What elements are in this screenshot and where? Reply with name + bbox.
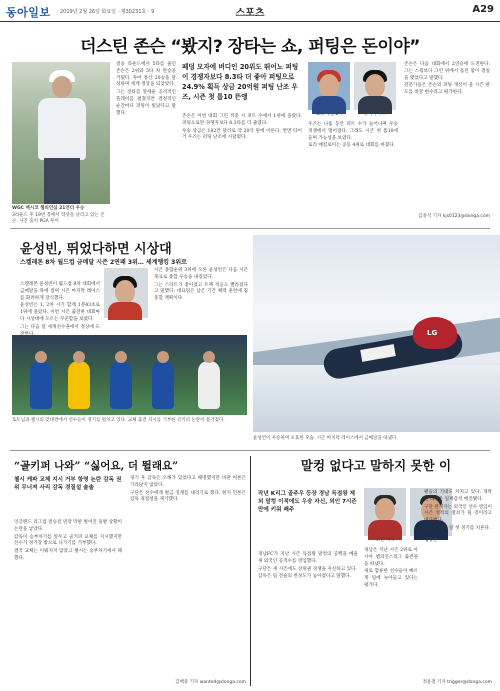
paragraph: 구단은 선수에게 벌금 징계를 내리기로 했다. 현지 언론은 감독 경질설을 제기했다. bbox=[130, 490, 246, 503]
kleague-col3 bbox=[424, 490, 492, 676]
mcilroy-headshot bbox=[308, 62, 350, 110]
paragraph: 결국 교체는 이뤄지지 않았고 첼시는 승부차기에서 패했다. bbox=[14, 549, 122, 561]
paragraph: 잉글랜드 리그컵 결승전 연장 막판 벌어진 돌발 상황이 논란을 낳았다. bbox=[14, 520, 122, 532]
paragraph: 그는 스타트가 좋아졌고 트랙 적응도 빨라졌다고 말했다. 대표팀은 남은 기간 체력 훈련에 집중할 계획이다. bbox=[154, 282, 248, 302]
paragraph: 윤성빈은 1, 2차 시기 합계 1분43초로 1위에 올랐다. 이번 시즌 출전한 대회마다 시상대에 오르는 꾸준함을 보였다. bbox=[20, 303, 100, 322]
headshot-label: 타이거 우즈 bbox=[363, 112, 387, 117]
paragraph: 시즌 종합순위 3위에 오른 윤성빈은 다음 시즌 목표로 종합 우승을 내걸었다. bbox=[154, 268, 248, 280]
kleague-col2 bbox=[364, 548, 418, 684]
paragraph: 존슨은 이번 대회 그린 적중 시 퍼트 수에서 1위에 올랐다. 퍼팅으로만 경쟁자보다 8.3타를 더 줄였다. bbox=[182, 114, 302, 126]
woods-headshot bbox=[354, 62, 396, 110]
skeleton-photo-caption: 윤성빈이 우승하며 포효한 모습. 시즌 마지막 레이스에서 금메달을 따냈다. bbox=[253, 436, 398, 441]
kleague-headline: 말컹 없다고 말하지 못한 이 bbox=[300, 458, 452, 473]
skeleton-headline: 윤성빈, 뛰었다하면 시상대 bbox=[20, 242, 172, 257]
paragraph: 우승 상금은 182만 달러로 약 20억 원에 이른다. 반면 타이거 우즈는 퍼팅 난조에 시달렸다. bbox=[182, 128, 302, 141]
section-divider bbox=[10, 450, 490, 451]
soccer-photo-caption: 토트넘과 첼시의 맞대결에서 선수들이 경기를 펼치고 있다. 교체 출전 지시를 거부한 골키퍼 논란이 불거졌다. bbox=[12, 418, 225, 423]
player-photo-1 bbox=[364, 488, 406, 536]
player-label: 조던 머치 bbox=[375, 538, 395, 543]
kleague-lead: 작년 K리그 골주우 등장 경남 득점왕 제외 말컹 이적에도 우승 자신, 외인 7시즌 만에 키워 쾌주 bbox=[258, 491, 357, 513]
soccer-byline: 김배중 기자 wanted@donga.com bbox=[175, 680, 246, 685]
skeleton-subhead: 스켈레톤 8차 월드컵 금메달 시즌 2연패 3위… 세계랭킹 3위로 bbox=[20, 259, 187, 266]
paragraph: 감독이 승부차기를 앞두고 골키퍼 교체를 지시했지만 선수가 경기장 밖으로 나가기를 거부했다. bbox=[14, 534, 122, 547]
top-story-col3 bbox=[308, 122, 398, 222]
player-label: 김승준 bbox=[424, 538, 438, 543]
paragraph: 경남은 지난 시즌 2위로 아시아 챔피언스리그 출전권을 따냈다. bbox=[364, 548, 418, 567]
top-story-col4 bbox=[404, 62, 490, 212]
masthead bbox=[0, 0, 500, 22]
kleague-col1 bbox=[258, 552, 358, 684]
paragraph: 전문가들은 존슨의 퍼팅 개선이 올 시즌 판도를 바꿀 변수라고 평가한다. bbox=[404, 83, 490, 96]
golfer-photo bbox=[12, 62, 110, 204]
skeleton-body bbox=[20, 282, 100, 332]
paragraph: 구단은 새 시즌에도 상위권 경쟁을 자신하고 있다. bbox=[258, 566, 357, 572]
paragraph: 스켈레톤 윤성빈이 월드컵 8차 대회에서 금메달을 목에 걸며 시즌 마지막 레이스를 화려하게 장식했다. bbox=[20, 282, 100, 301]
yun-sungbin-headshot bbox=[104, 268, 148, 318]
headshot-label: 로리 매킬로이 bbox=[315, 112, 343, 117]
golf-photo-caption: WGC 멕시코 챔피언십 21언더 우승 bbox=[12, 206, 85, 211]
paragraph: 구단 관계자는 외국인 선수 영입이 시즌 성적의 열쇠가 될 것이라고 내다봤다. bbox=[424, 504, 492, 524]
paragraph: 로리 매킬로이는 공동 4위로 대회를 마쳤다. bbox=[308, 143, 396, 149]
paragraph: 우즈는 나흘 동안 퍼트 수가 늘어나며 우승 경쟁에서 멀어졌다. 그래도 시즌 첫 톱10에 들며 가능성을 보였다. bbox=[308, 122, 398, 141]
paragraph: 존슨은 다음 대회에서 2연승에 도전한다. 그는 스윙보다 그린 위에서 흘린 땀이 결실을 맺었다고 말했다. bbox=[404, 62, 490, 81]
top-story-col1 bbox=[116, 62, 176, 222]
paragraph: 감독은 팀 전술의 완성도가 높아졌다고 말했다. bbox=[258, 574, 352, 580]
paragraph: 그는 장타를 앞세운 공격적인 플레이를 펼쳤지만 결정적인 순간마다 퍼팅이 빛났다고 말했다. bbox=[116, 90, 176, 116]
paragraph: 경남FC가 지난 시즌 득점왕 말컹의 공백을 메울 새 외국인 공격수를 영입했다. bbox=[258, 552, 358, 564]
soccer-photo bbox=[12, 335, 247, 415]
soccer-col2 bbox=[130, 476, 246, 676]
newspaper-logo: 동아일보 bbox=[6, 6, 51, 19]
paragraph: 그는 다음 달 세계선수권에서 정상에 도 bbox=[20, 324, 100, 330]
section-title: 스포츠 bbox=[235, 8, 265, 19]
top-headline: 더스틴 존슨 “봤지? 장타는 쇼, 퍼팅은 돈이야” bbox=[80, 37, 420, 57]
paragraph: 새로 합류한 선수들이 빠르게 팀에 녹아들고 있다는 평가다. bbox=[364, 569, 418, 588]
soccer-headline: “골키퍼 나와” “싫어요, 더 뛸래요” bbox=[14, 460, 179, 472]
golf-byline: 김종석 기자 kjs0123@donga.com bbox=[418, 214, 490, 219]
column-rule bbox=[250, 456, 251, 686]
paragraph: 경기 후 감독은 오해가 있었다고 해명했지만 비판 여론은 가라앉지 않았다. bbox=[130, 476, 246, 488]
paragraph: 경남은 다음 달 첫 경기를 치른다. bbox=[424, 525, 491, 531]
soccer-lead: 첼시 케파 교체 지시 거부 항명 논란 감독 권위 무너져 사리 감독 경질설 솔솔 bbox=[14, 477, 122, 491]
paragraph: 결승 라운드에서 5타를 줄인 존슨은 2위와 5타 차 완승을 거뒀다. 투어 통산 20승을 달성하며 세계 정상을 되찾았다. bbox=[116, 62, 176, 88]
paragraph: 팬들의 기대도 커지고 있다. 개막전 티켓은 일찌감치 매진됐다. bbox=[424, 490, 492, 502]
golf-sub-headline: 페덩 모자에 버디인 20위도 뛰어노 퍼팅이 경쟁자보다 8.3타 더 좋아 퍼팅으로 24.9% 획득 상금 20억원 퍼팅 난조 우즈, 시즌 첫 톱10 뜬앵 bbox=[182, 63, 299, 101]
page-number: A29 bbox=[472, 4, 494, 15]
sponsor-logo-text: LG bbox=[427, 329, 438, 337]
skeleton-col-right bbox=[154, 268, 248, 332]
golf-caption-body: 3라운드 후 19번 홀에서 티샷을 날리고 있는 존슨. 사진 출처 PGA 투어 bbox=[12, 213, 105, 224]
skeleton-photo bbox=[253, 235, 500, 432]
top-story-col2 bbox=[182, 114, 302, 222]
section-divider bbox=[10, 228, 490, 229]
kleague-byline: 정윤철 기자 trigger@donga.com bbox=[422, 680, 492, 685]
soccer-col1 bbox=[14, 520, 122, 685]
issue-date: 2019년 2월 26일 화요일 · 제30231호 · 9 bbox=[60, 9, 155, 15]
